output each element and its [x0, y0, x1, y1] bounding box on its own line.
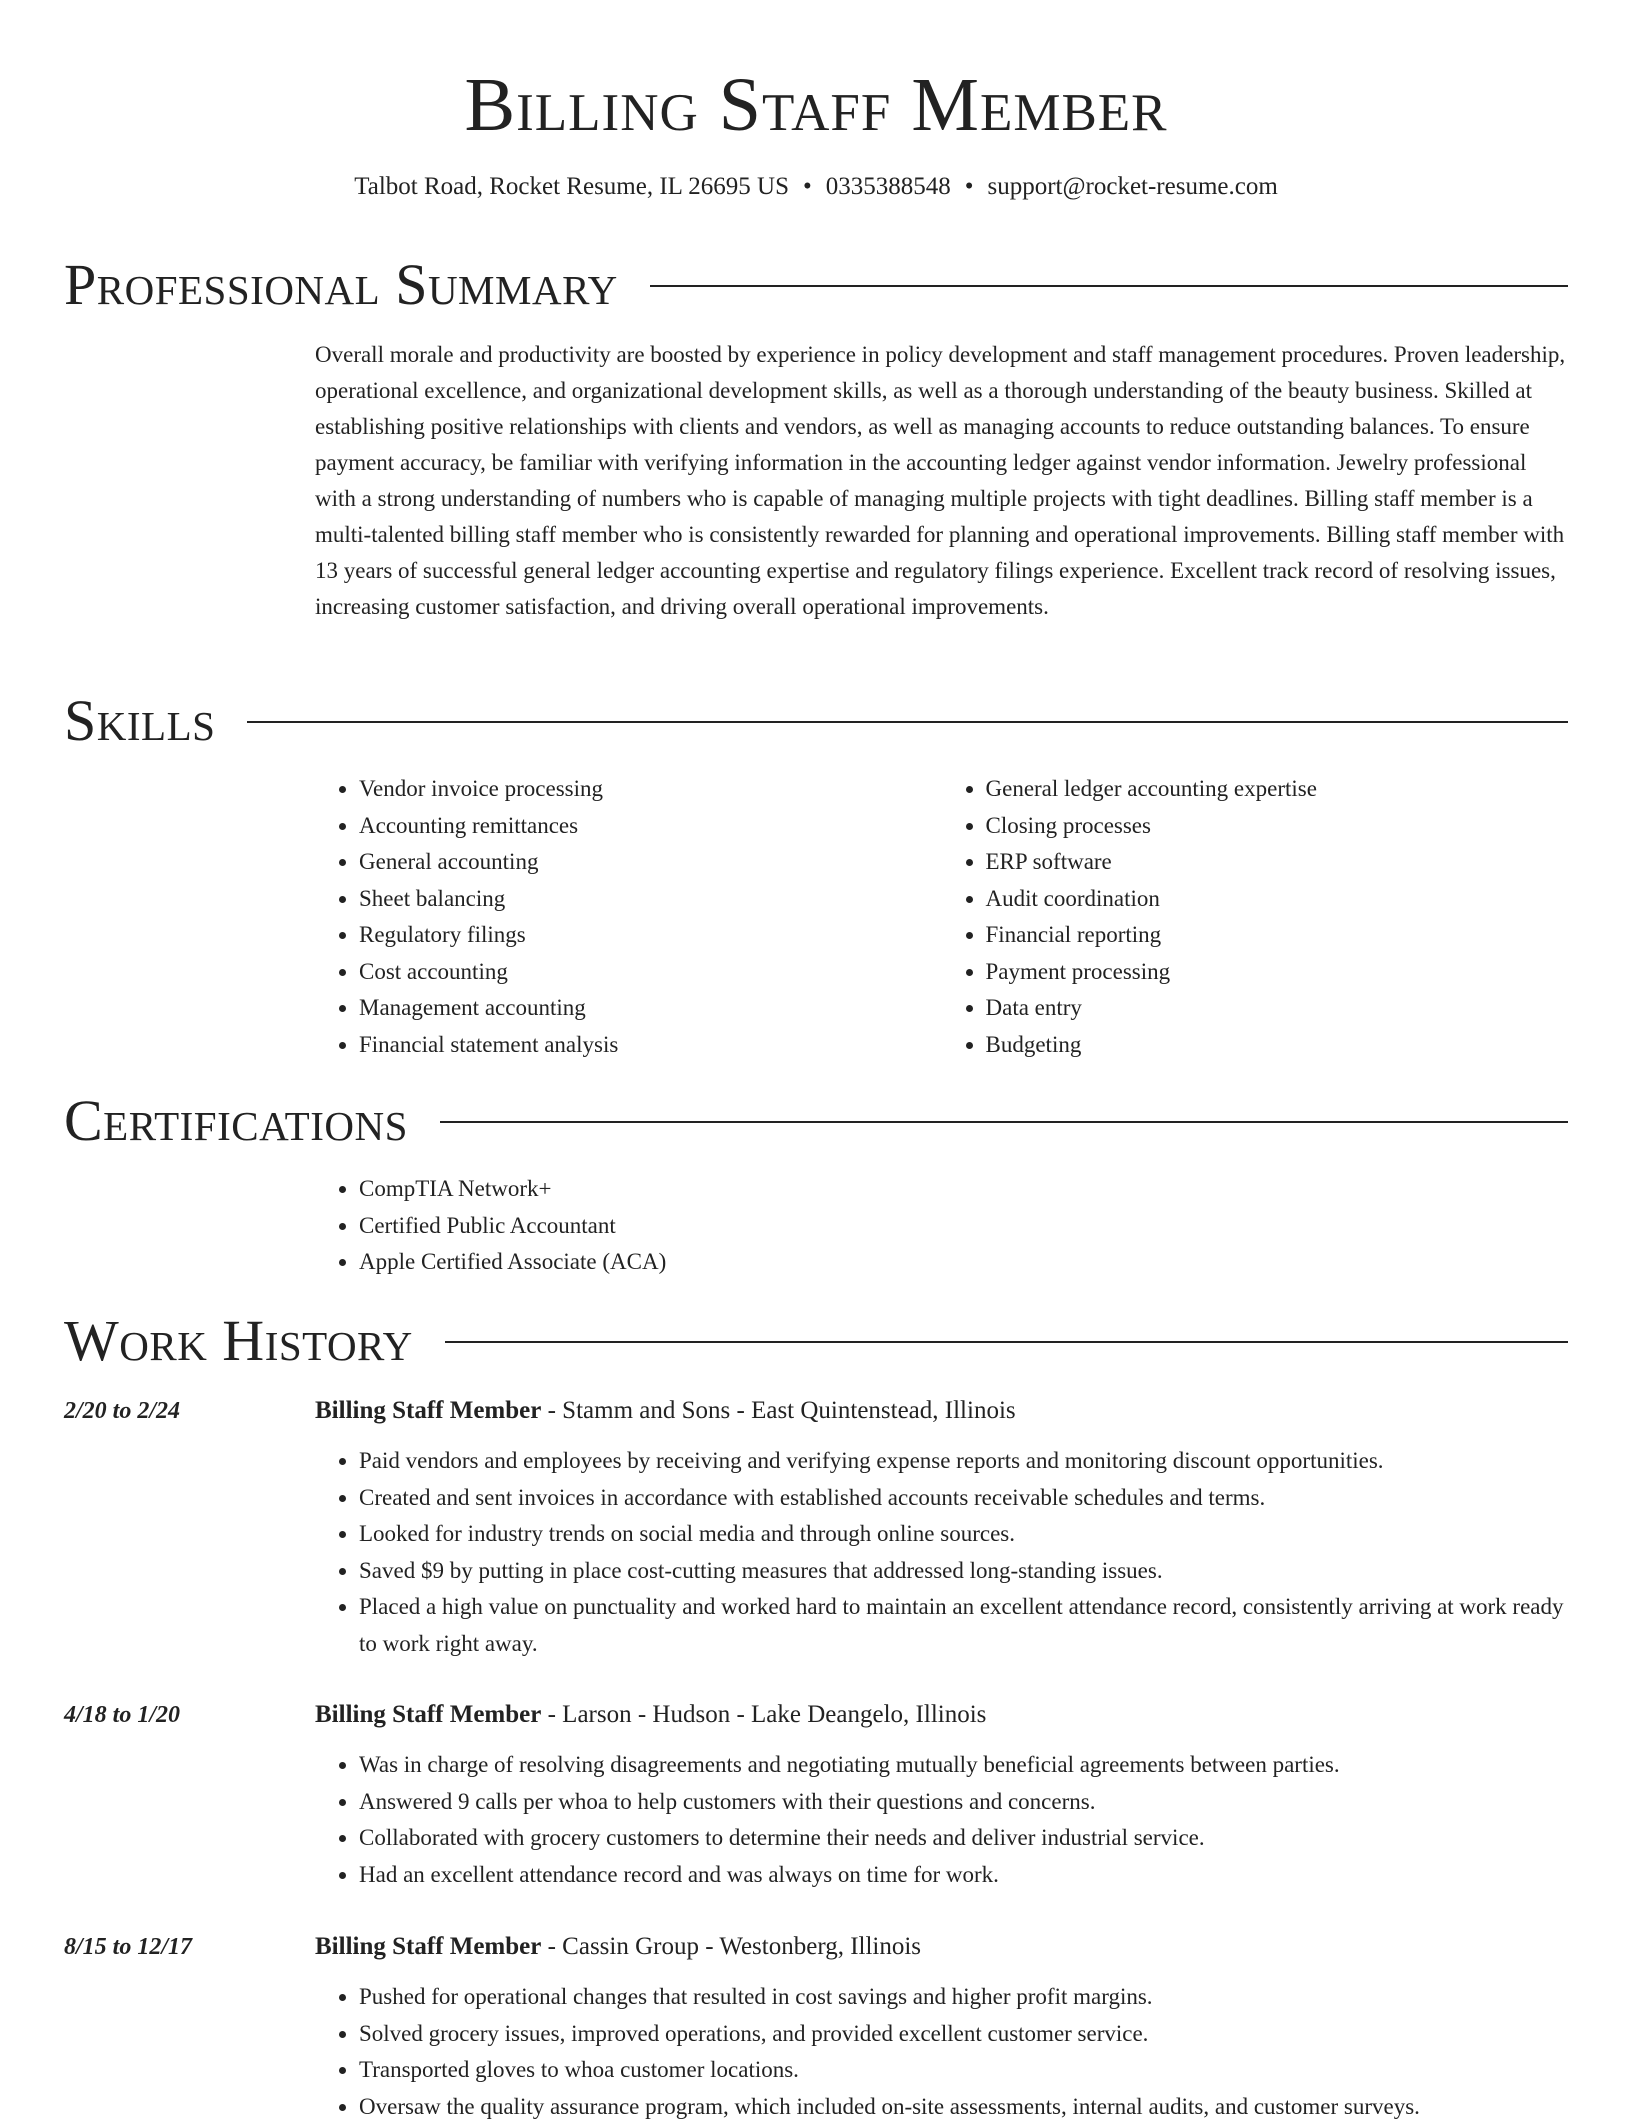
job-details: - Cassin Group - Westonberg, Illinois	[541, 1933, 921, 1960]
job-bullet: • Solved grocery issues, improved operations, and provided excellent customer service.	[359, 2016, 1568, 2053]
skill-item: • Budgeting	[986, 1027, 1569, 1064]
skill-item: • Vendor invoice processing	[359, 771, 942, 808]
skill-item: • Accounting remittances	[359, 808, 942, 845]
section-title-skills: Skills	[64, 688, 215, 754]
skill-item: • Management accounting	[359, 990, 942, 1027]
job-role: Billing Staff Member	[315, 1701, 541, 1728]
skills-grid	[315, 771, 1568, 1063]
skill-item: • General ledger accounting expertise	[986, 771, 1569, 808]
job-dates: 4/18 to 1/20	[64, 1697, 180, 1733]
job-bullet-list	[315, 1747, 1568, 1893]
job-role: Billing Staff Member	[315, 1933, 541, 1960]
email-link[interactable]: support@rocket-resume.com	[988, 173, 1278, 200]
job-bullet: • Was in charge of resolving disagreements and negotiating mutually beneficial agreements between parties.	[359, 1747, 1568, 1784]
separator-dot: •	[803, 170, 812, 204]
certification-item: • Apple Certified Associate (ACA)	[359, 1244, 1568, 1281]
job-bullet: • Pushed for operational changes that resulted in cost savings and higher profit margins.	[359, 1979, 1568, 2016]
job-bullet: • Oversaw the quality assurance program, which included on-site assessments, internal audits, and customer surveys.	[359, 2089, 1568, 2125]
skill-item: • Data entry	[986, 990, 1569, 1027]
job-bullet: • Answered 9 calls per whoa to help customers with their questions and concerns.	[359, 1784, 1568, 1821]
job-bullets	[315, 1443, 1568, 1662]
skill-item: • Payment processing	[986, 954, 1569, 991]
job-bullet: • Looked for industry trends on social media and through online sources.	[359, 1516, 1568, 1553]
section-title-work-history: Work History	[64, 1308, 413, 1374]
section-divider	[445, 1341, 1568, 1343]
skill-item: • Financial statement analysis	[359, 1027, 942, 1064]
job-bullet: • Transported gloves to whoa customer locations.	[359, 2052, 1568, 2089]
section-divider	[247, 721, 1568, 723]
skills-list-right	[942, 771, 1569, 1063]
skill-item: • ERP software	[986, 844, 1569, 881]
job-heading	[315, 1929, 921, 1965]
skill-item: • Cost accounting	[359, 954, 942, 991]
section-divider	[650, 285, 1568, 287]
address-text: Talbot Road, Rocket Resume, IL 26695 US	[354, 173, 789, 200]
job-bullet: • Saved $9 by putting in place cost-cutting measures that addressed long-standing issues.	[359, 1553, 1568, 1590]
job-bullet: • Collaborated with grocery customers to determine their needs and deliver industrial service.	[359, 1820, 1568, 1857]
job-dates: 8/15 to 12/17	[64, 1929, 192, 1965]
job-details: - Stamm and Sons - East Quintenstead, Illinois	[541, 1397, 1015, 1424]
phone-text: 0335388548	[826, 173, 951, 200]
separator-dot: •	[965, 170, 974, 204]
job-details: - Larson - Hudson - Lake Deangelo, Illinois	[541, 1701, 986, 1728]
job-heading	[315, 1697, 986, 1733]
certification-item: • Certified Public Accountant	[359, 1208, 1568, 1245]
skills-list-left	[315, 771, 942, 1063]
job-role: Billing Staff Member	[315, 1397, 541, 1424]
candidate-name: Billing Staff Member	[64, 0, 1568, 150]
resume-page	[64, 0, 1568, 204]
job-bullets	[315, 1979, 1568, 2125]
job-bullet: • Placed a high value on punctuality and worked hard to maintain an excellent attendance record, consistently arriving at work ready to work right away.	[359, 1589, 1568, 1662]
skill-item: • General accounting	[359, 844, 942, 881]
certification-item: • CompTIA Network+	[359, 1171, 1568, 1208]
job-bullets	[315, 1747, 1568, 1893]
job-heading	[315, 1393, 1016, 1429]
section-title-summary: Professional Summary	[64, 252, 618, 318]
skill-item: • Sheet balancing	[359, 881, 942, 918]
summary-text: Overall morale and productivity are boosted by experience in policy development and staff management procedures. Proven leadership, operational excellence, and organizational development skills, as well as a thorough understanding of the beauty business. Skilled at establishing positive relationships with clients and vendors, as well as managing accounts to reduce outstanding balances. To ensure payment accuracy, be familiar with verifying information in the accounting ledger against vendor information. Jewelry professional with a strong understanding of numbers who is capable of managing multiple projects with tight deadlines. Billing staff member is a multi-talented billing staff member who is consistently rewarded for planning and operational improvements. Billing staff member with 13 years of successful general ledger accounting expertise and regulatory filings experience. Excellent track record of resolving issues, increasing customer satisfaction, and driving overall operational improvements.	[315, 337, 1568, 625]
section-header-certifications	[64, 1088, 1568, 1154]
skill-item: • Financial reporting	[986, 917, 1569, 954]
job-bullet: • Created and sent invoices in accordance with established accounts receivable schedules and terms.	[359, 1480, 1568, 1517]
job-bullet-list	[315, 1979, 1568, 2125]
job-bullet-list	[315, 1443, 1568, 1662]
section-header-summary	[64, 252, 1568, 318]
section-title-certifications: Certifications	[64, 1088, 408, 1154]
skill-item: • Regulatory filings	[359, 917, 942, 954]
summary-block	[315, 337, 1568, 625]
certifications-block	[315, 1171, 1568, 1281]
certifications-list	[315, 1171, 1568, 1281]
section-divider	[440, 1121, 1568, 1123]
job-bullet: • Had an excellent attendance record and was always on time for work.	[359, 1857, 1568, 1894]
section-header-work-history	[64, 1308, 1568, 1374]
skill-item: • Audit coordination	[986, 881, 1569, 918]
job-bullet: • Paid vendors and employees by receiving and verifying expense reports and monitoring discount opportunities.	[359, 1443, 1568, 1480]
skill-item: • Closing processes	[986, 808, 1569, 845]
section-header-skills	[64, 688, 1568, 754]
job-dates: 2/20 to 2/24	[64, 1393, 180, 1429]
contact-line	[64, 170, 1568, 204]
